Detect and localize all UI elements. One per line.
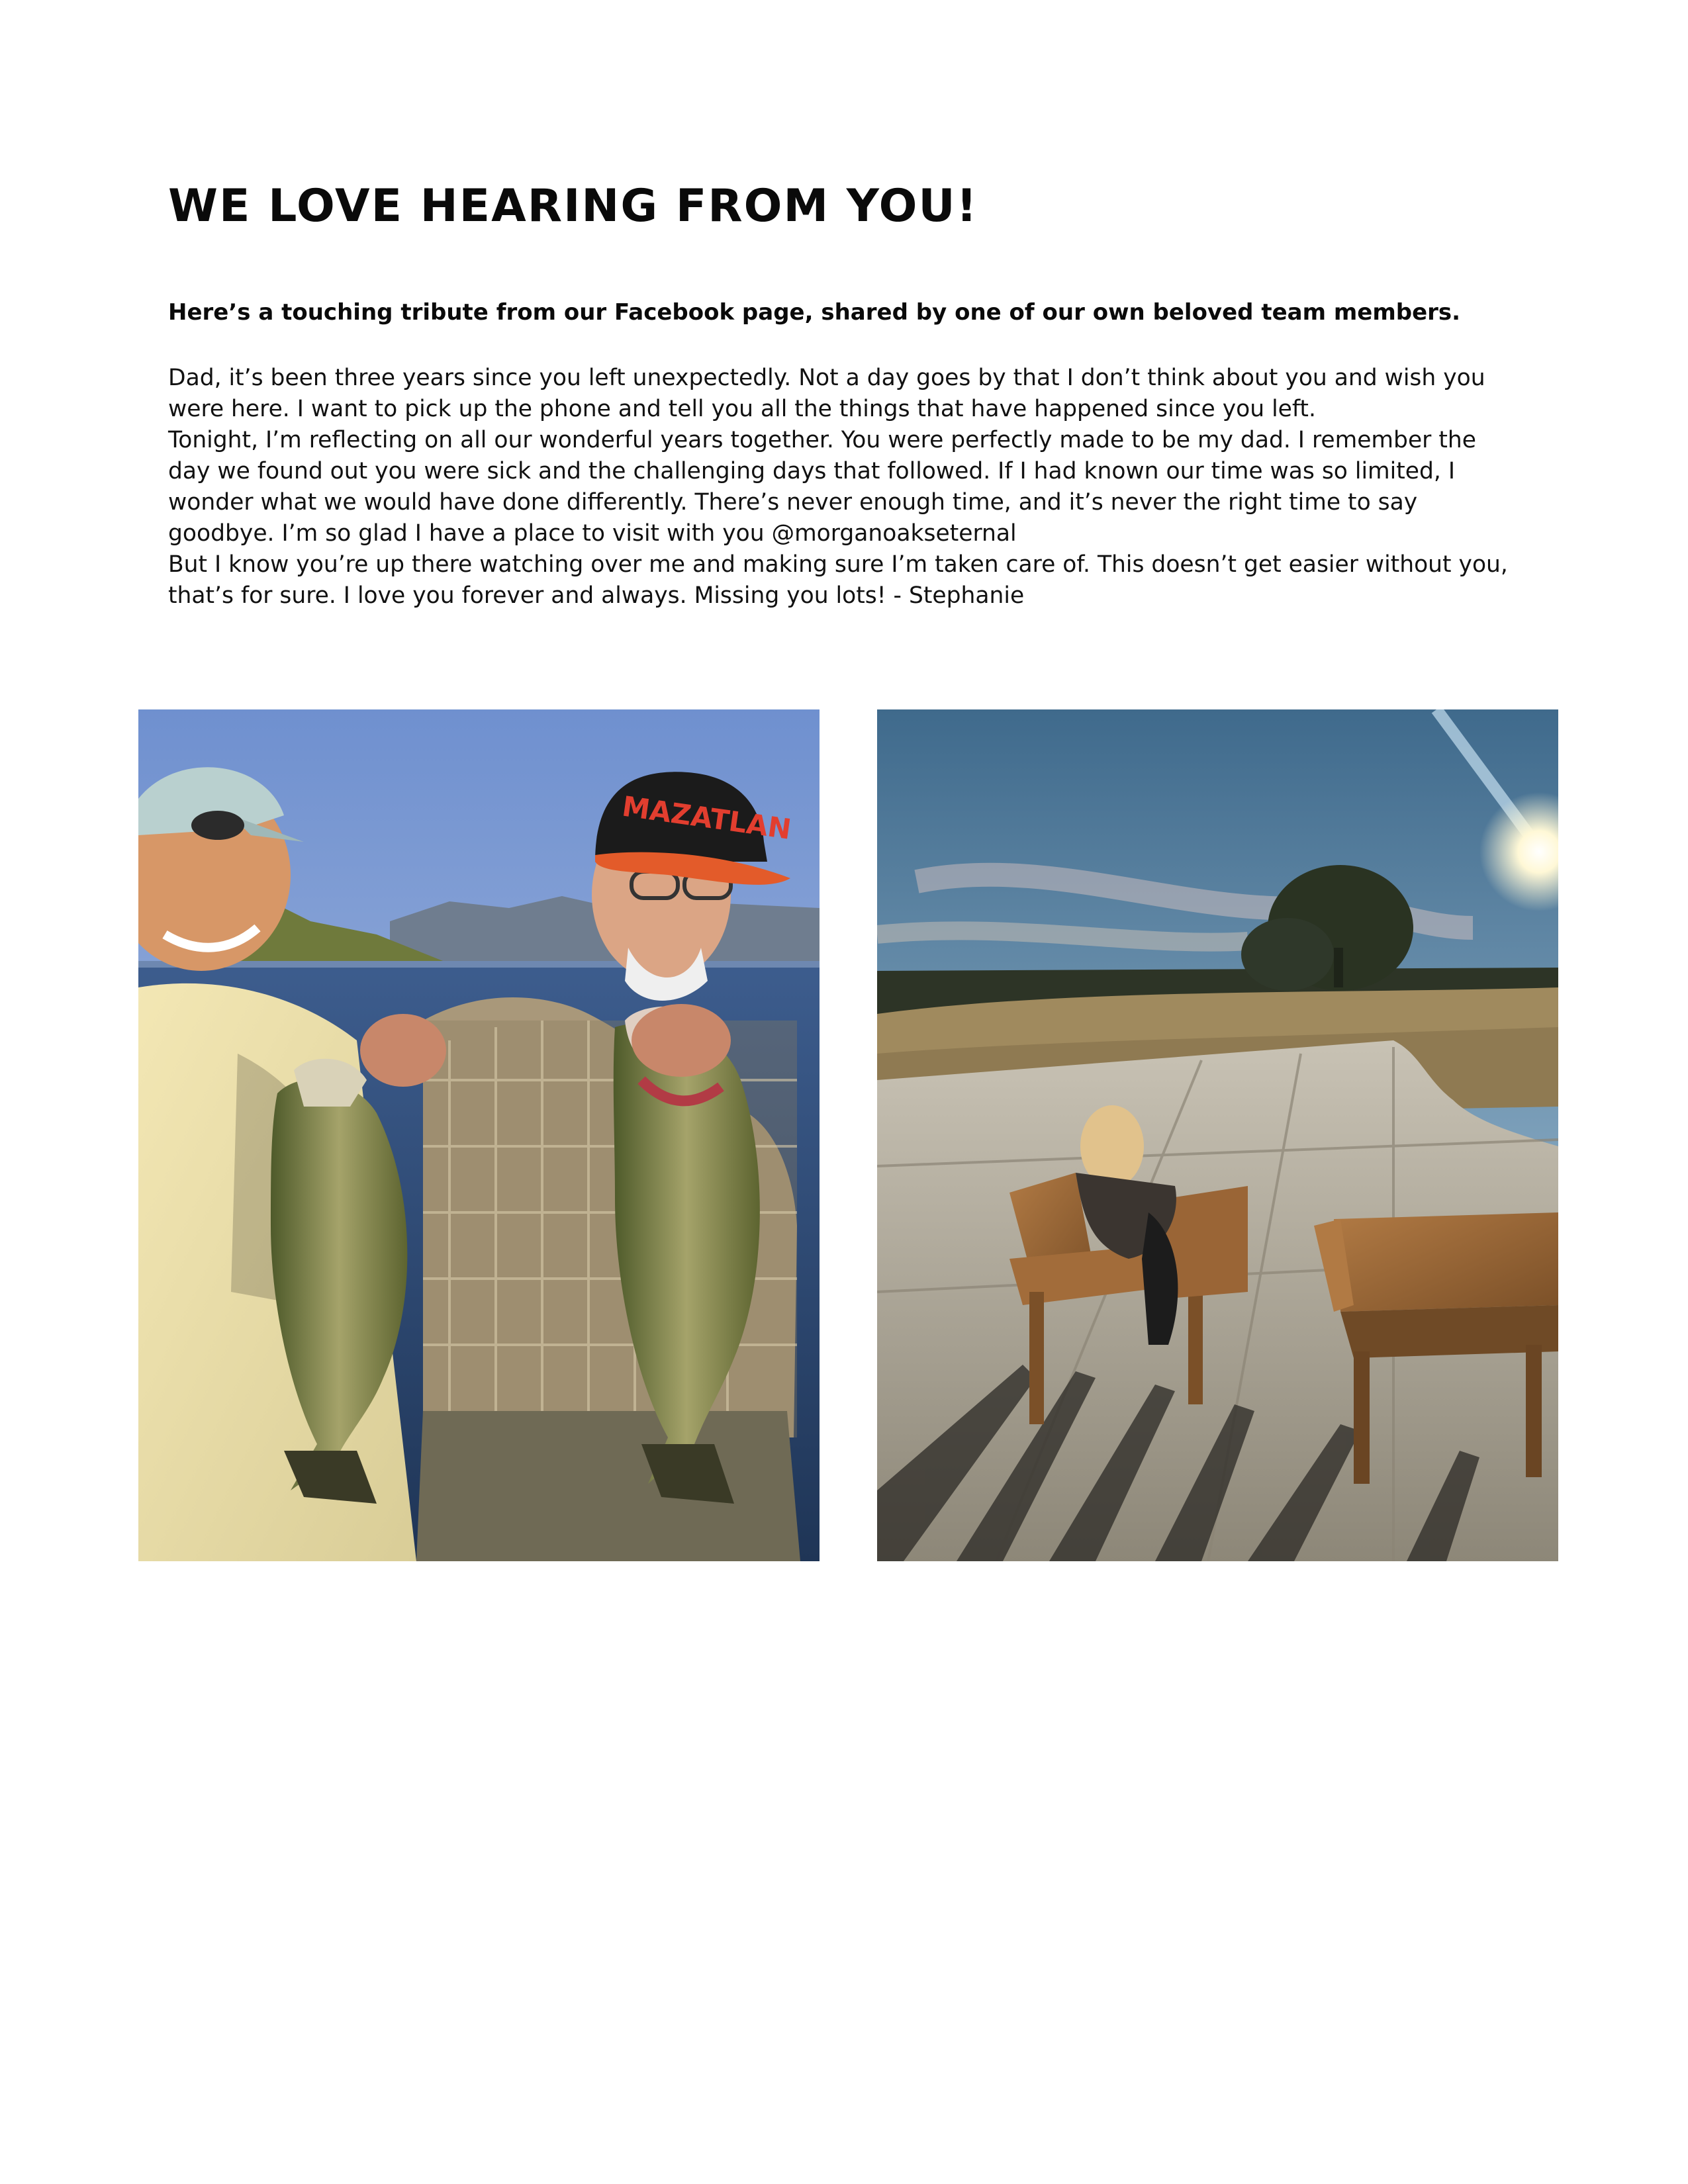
tribute-line: Dad, it’s been three years since you left unexpectedly. Not a day goes by that I don’t think about you and wish you (168, 365, 1485, 391)
tribute-line: wonder what we would have done differently. There’s never enough time, and it’s never the right time to say (168, 489, 1418, 516)
tribute-line: day we found out you were sick and the challenging days that followed. If I had known our time was so limited, I (168, 458, 1455, 484)
sunset-patio-photo-image (877, 709, 1558, 1561)
tribute-text (168, 363, 1525, 612)
tribute-line: goodbye. I’m so glad I have a place to visit with you @morganoakseternal (168, 520, 1017, 547)
intro-text: Here’s a touching tribute from our Facebook page, shared by one of our own beloved team members. (168, 299, 1461, 326)
fishing-photo (138, 709, 820, 1561)
tribute-line: were here. I want to pick up the phone and tell you all the things that have happened since you left. (168, 396, 1316, 422)
tribute-line: Tonight, I’m reflecting on all our wonderful years together. You were perfectly made to be my dad. I remember the (168, 427, 1476, 453)
cap-logo-text: MAZATLAN (620, 790, 794, 846)
sunset-patio-photo (877, 709, 1558, 1561)
tribute-line: that’s for sure. I love you forever and always. Missing you lots! - Stephanie (168, 582, 1025, 609)
fishing-photo-image (138, 709, 820, 1561)
page-title: WE LOVE HEARING FROM YOU! (168, 180, 978, 232)
tribute-line: But I know you’re up there watching over me and making sure I’m taken care of. This doesn’t get easier without you, (168, 551, 1508, 578)
